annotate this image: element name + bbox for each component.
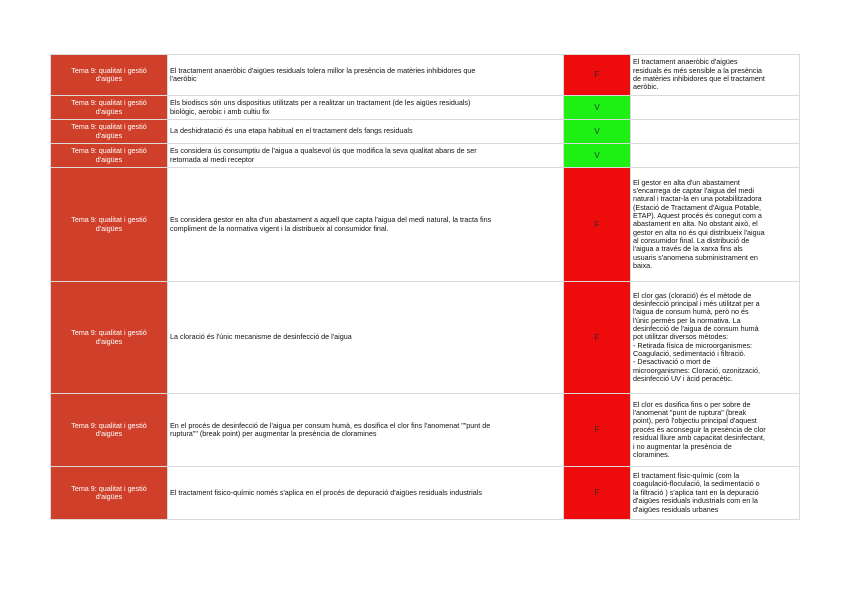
table-row (51, 467, 800, 520)
answer-false-cell: F (564, 467, 631, 520)
topic-cell: Tema 9: qualitat i gestió d'aigües (51, 55, 168, 96)
table-row (51, 282, 800, 394)
topic-cell: Tema 9: qualitat i gestió d'aigües (51, 120, 168, 144)
topic-cell: Tema 9: qualitat i gestió d'aigües (51, 467, 168, 520)
explanation-cell (631, 96, 800, 120)
answer-false-cell: F (564, 168, 631, 282)
answer-true-cell: V (564, 144, 631, 168)
explanation-cell: El gestor en alta d'un abastament s'encarrega de captar l'aigua del medi natural i tractar-la en una potabilitzadora (Estació de Tractament d'Aigua Potable, ETAP). Aquest procés és conegut com a abastament en alta. No obstant això, el gestor en alta no és qui distribueix l'aigua al consumidor final. La distribució de l'aigua a través de la xarxa fins als usuaris s'anomena subministrament en baixa. (631, 168, 800, 282)
table-row (51, 120, 800, 144)
table-row (51, 168, 800, 282)
explanation-cell: El tractament físic-químic (com la coagulació-floculació, la sedimentació o la filtració ) s'aplica tant en la depuració d'aigües residuals industrials com en la d'aigües residuals urbanes (631, 467, 800, 520)
table-row (51, 55, 800, 96)
answer-false-cell: F (564, 55, 631, 96)
answer-false-cell: F (564, 282, 631, 394)
table-row (51, 394, 800, 467)
table-row (51, 96, 800, 120)
statement-cell: El tractament anaeròbic d'aigües residuals tolera millor la presència de matèries inhibidores que l'aeròbic (168, 55, 564, 96)
table-row (51, 144, 800, 168)
quiz-answers-table (50, 54, 800, 520)
statement-cell: La deshidratació és una etapa habitual en el tractament dels fangs residuals (168, 120, 564, 144)
statement-cell: La cloració és l'únic mecanisme de desinfecció de l'aigua (168, 282, 564, 394)
explanation-cell (631, 120, 800, 144)
topic-cell: Tema 9: qualitat i gestió d'aigües (51, 168, 168, 282)
answer-false-cell: F (564, 394, 631, 467)
explanation-cell: El tractament anaeròbic d'aigües residuals és més sensible a la presència de matèries inhibidores que el tractament aeròbic. (631, 55, 800, 96)
statement-cell: Els biodiscs són uns dispositius utilitzats per a realitzar un tractament (de les aigües residuals) biològic, aerobic i amb cultiu fix (168, 96, 564, 120)
statement-cell: Es considera ús consumptiu de l'aigua a qualsevol ús que modifica la seva qualitat abans de ser retornada al medi receptor (168, 144, 564, 168)
statement-cell: Es considera gestor en alta d'un abastament a aquell que capta l'aigua del medi natural, la tracta fins compliment de la normativa vigent i la distribueix al consumidor final. (168, 168, 564, 282)
statement-cell: En el procés de desinfecció de l'aigua per consum humà, es dosifica el clor fins l'anomenat ""punt de ruptura"" (break point) per augmentar la presència de cloramines (168, 394, 564, 467)
topic-cell: Tema 9: qualitat i gestió d'aigües (51, 144, 168, 168)
topic-cell: Tema 9: qualitat i gestió d'aigües (51, 282, 168, 394)
statement-cell: El tractament fisico-químic només s'aplica en el procés de depuració d'aigües residuals industrials (168, 467, 564, 520)
explanation-cell (631, 144, 800, 168)
topic-cell: Tema 9: qualitat i gestió d'aigües (51, 96, 168, 120)
answer-true-cell: V (564, 96, 631, 120)
answer-true-cell: V (564, 120, 631, 144)
explanation-cell: El clor es dosifica fins o per sobre de l'anomenat "punt de ruptura" (break point), però l'objectiu principal d'aquest procés és aconseguir la presència de clor residual lliure amb capacitat desinfectant, i no augmentar la presència de cloramines. (631, 394, 800, 467)
topic-cell: Tema 9: qualitat i gestió d'aigües (51, 394, 168, 467)
explanation-cell: El clor gas (cloració) és el mètode de desinfecció principal i més utilitzat per a l'aigua de consum humà, però no és l'únic permès per la normativa. La desinfecció de l'aigua de consum humà pot utilitzar diversos mètodes: - Retirada física de microorganismes: Coagulació, sedimentació i filtració. - Desactivació o mort de microorganismes: Cloració, ozonització, desinfecció UV i àcid peracètic. (631, 282, 800, 394)
